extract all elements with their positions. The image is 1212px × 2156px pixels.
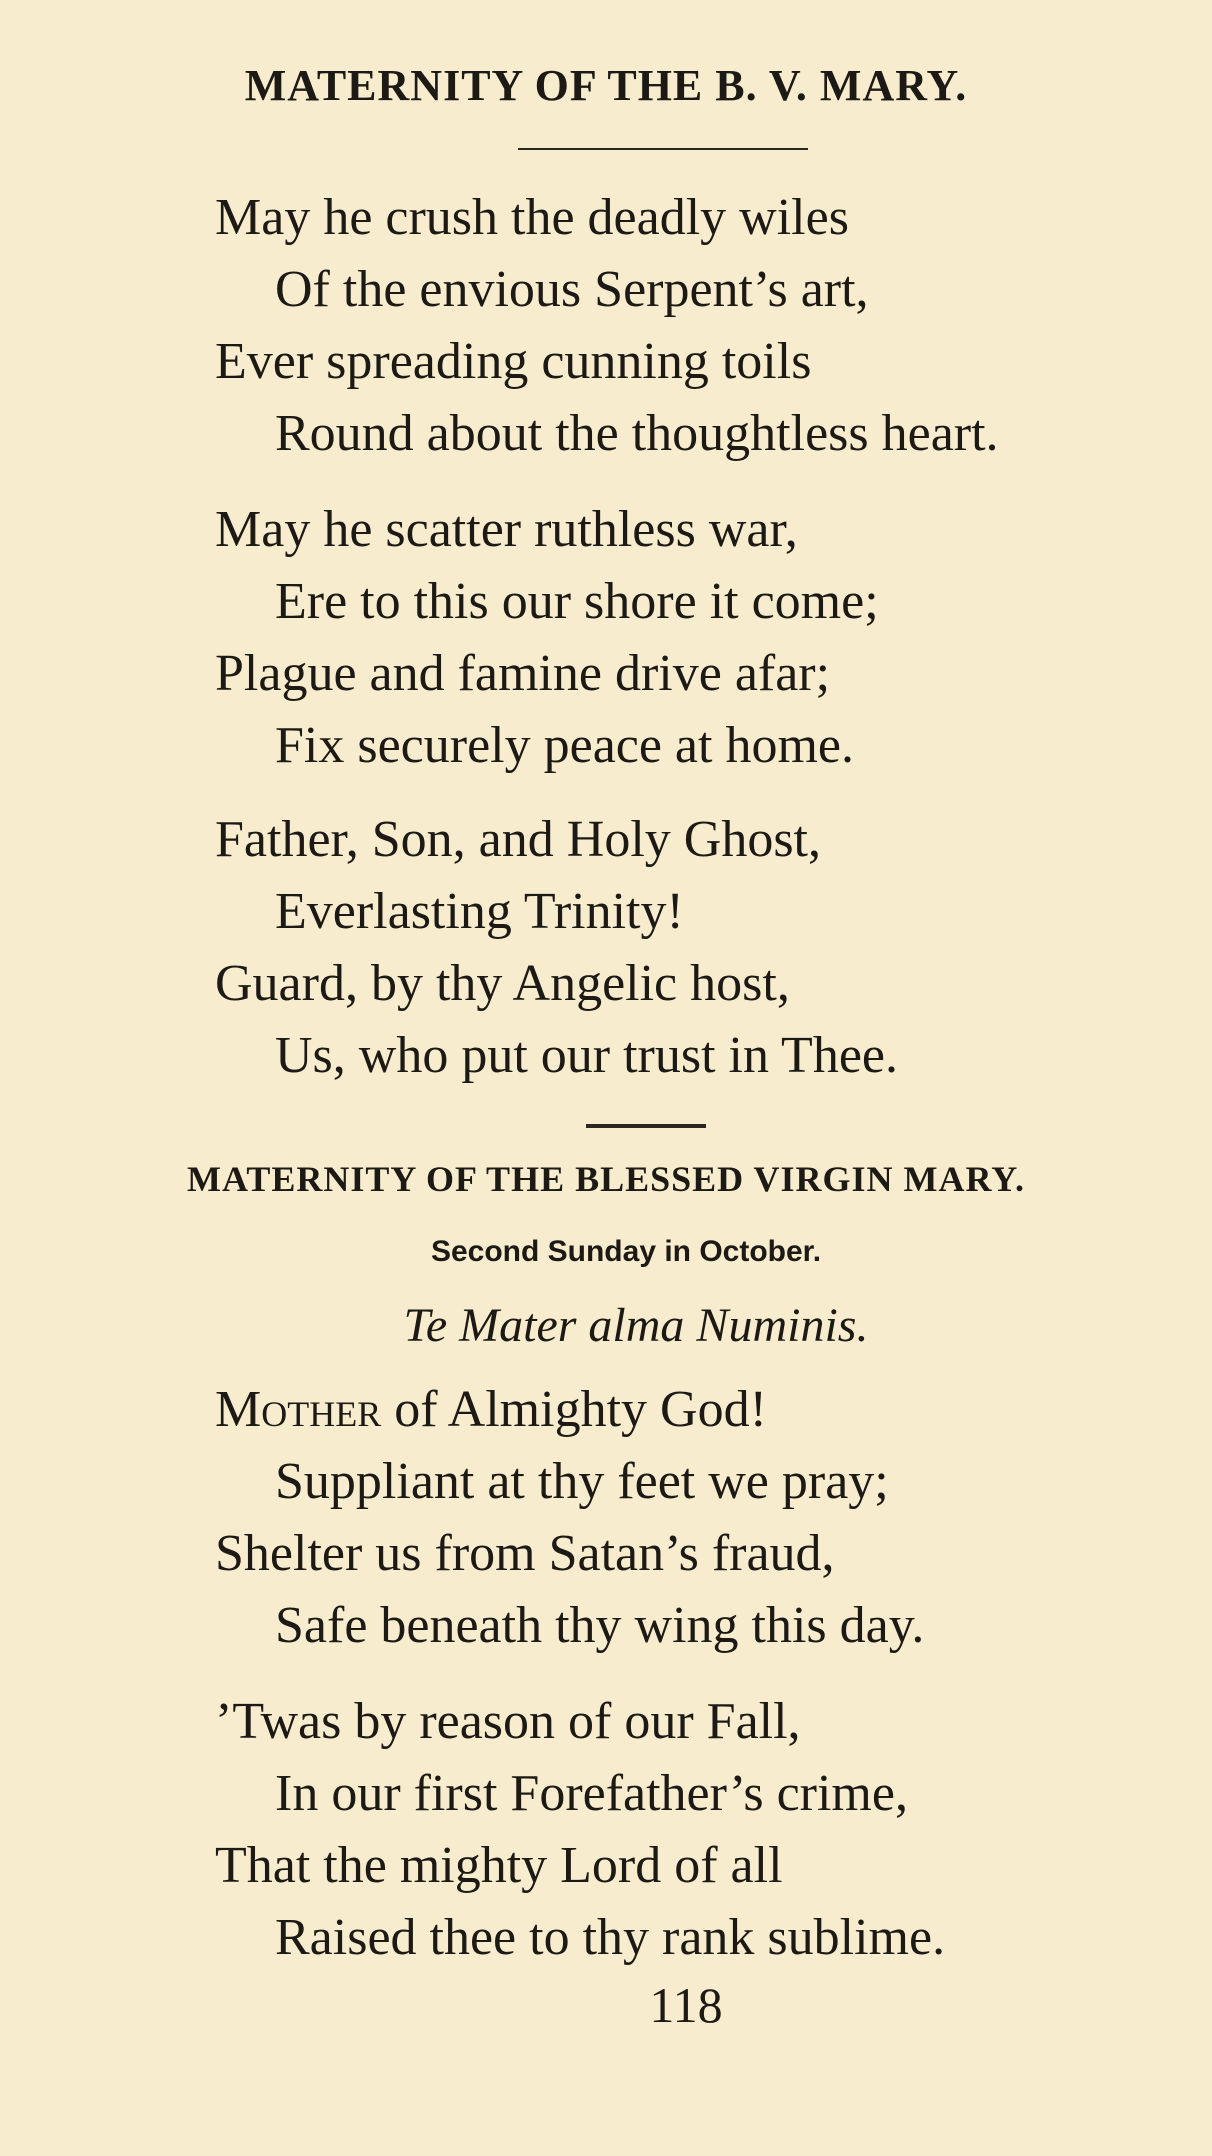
first-line-rest: of Almighty God! [381,1381,767,1438]
verse-line: Raised thee to thy rank sublime. [275,1909,946,1966]
verse-line: Plague and famine drive afar; [215,645,831,702]
hymn-stanza-1 [0,1374,1212,1662]
verse-line: Shelter us from Satan’s fraud, [215,1525,835,1582]
verse-line: Round about the thoughtless heart. [275,405,999,462]
verse-line: Ere to this our shore it come; [275,573,879,630]
header-rule [518,148,808,150]
page-number: 118 [649,1977,723,2033]
stanza-3 [0,804,1212,1092]
verse-line: Guard, by thy Angelic host, [215,955,790,1012]
verse-line: Of the envious Serpent’s art, [275,261,869,318]
hymn-stanza-2 [0,1686,1212,1974]
section-title: MATERNITY OF THE BLESSED VIRGIN MARY. [187,1159,1025,1199]
verse-line: Suppliant at thy feet we pray; [275,1453,889,1510]
section-subtitle: Second Sunday in October. [430,1235,822,1268]
latin-incipit: Te Mater alma Numinis. [403,1299,869,1352]
verse-line: May he scatter ruthless war, [215,501,798,558]
stanza-2 [0,494,1212,782]
initial-word: Mother [215,1381,382,1438]
verse-line: May he crush the deadly wiles [215,189,849,246]
verse-line: Father, Son, and Holy Ghost, [215,811,821,868]
verse-line: That the mighty Lord of all [215,1837,783,1894]
verse-line: Safe beneath thy wing this day. [275,1597,925,1654]
verse-line: ’Twas by reason of our Fall, [215,1693,801,1750]
verse-line: Everlasting Trinity! [275,883,684,940]
verse-line: In our first Forefather’s crime, [275,1765,908,1822]
section-divider [586,1124,706,1128]
stanza-1 [0,182,1212,470]
running-head: MATERNITY OF THE B. V. MARY. [244,61,968,110]
verse-line: Fix securely peace at home. [275,717,854,774]
verse-line: Ever spreading cunning toils [215,333,812,390]
verse-line: Us, who put our trust in Thee. [275,1027,898,1084]
verse-line [0,1374,1212,1446]
